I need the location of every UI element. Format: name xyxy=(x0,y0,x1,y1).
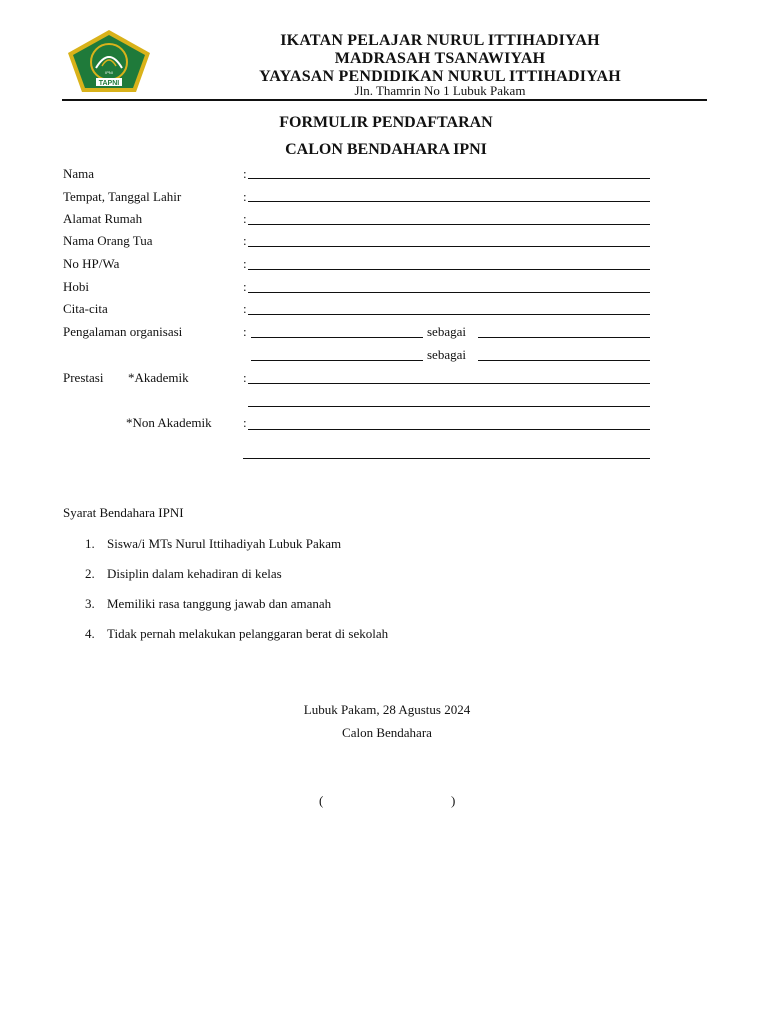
field-colon: : xyxy=(243,415,247,430)
field-line-sebagai-2 xyxy=(478,360,650,361)
field-label-pengalaman: Pengalaman organisasi xyxy=(63,324,183,339)
sebagai-label: sebagai xyxy=(427,347,466,362)
school-logo xyxy=(66,28,152,94)
header-address: Jln. Thamrin No 1 Lubuk Pakam xyxy=(354,83,526,98)
header-line-2: MADRASAH TSANAWIYAH xyxy=(334,50,546,67)
field-colon: : xyxy=(243,166,247,181)
header-divider xyxy=(62,99,707,101)
list-item-number: 2. xyxy=(85,566,95,581)
form-subtitle: CALON BENDAHARA IPNI xyxy=(285,141,487,158)
field-line-hp xyxy=(248,269,650,270)
list-item: Tidak pernah melakukan pelanggaran berat di sekolah xyxy=(107,626,389,641)
field-line-sebagai-1 xyxy=(478,337,650,338)
field-line-cita-cita xyxy=(248,314,650,315)
field-line-nama xyxy=(248,178,650,179)
signature-place-date: Lubuk Pakam, 28 Agustus 2024 xyxy=(303,702,471,717)
list-item-number: 3. xyxy=(85,596,95,611)
form-title: FORMULIR PENDAFTARAN xyxy=(279,114,493,131)
sebagai-label: sebagai xyxy=(427,324,466,339)
signature-role: Calon Bendahara xyxy=(342,725,432,740)
list-item-number: 4. xyxy=(85,626,95,641)
field-colon: : xyxy=(243,256,247,271)
field-line-non-akademik-2 xyxy=(243,458,650,459)
list-item: Siswa/i MTs Nurul Ittihadiyah Lubuk Pakam xyxy=(107,536,342,551)
signature-open-paren: ( xyxy=(319,793,324,808)
field-line-ttl xyxy=(248,201,650,202)
field-label-hobi: Hobi xyxy=(63,279,89,294)
field-colon: : xyxy=(243,233,247,248)
logo-text: TAPNI xyxy=(98,80,120,87)
requirements-title: Syarat Bendahara IPNI xyxy=(63,505,184,520)
header-line-1: IKATAN PELAJAR NURUL ITTIHADIYAH xyxy=(280,32,600,49)
field-line-non-akademik-1 xyxy=(248,429,650,430)
field-label-non-akademik: *Non Akademik xyxy=(126,415,212,430)
list-item: Disiplin dalam kehadiran di kelas xyxy=(107,566,282,581)
field-line-akademik-1 xyxy=(248,383,650,384)
field-label-alamat: Alamat Rumah xyxy=(63,211,143,226)
field-line-organisasi-1 xyxy=(251,337,423,338)
signature-close-paren: ) xyxy=(451,793,456,808)
field-colon: : xyxy=(243,279,247,294)
field-label-orang-tua: Nama Orang Tua xyxy=(63,233,153,248)
field-label-hp: No HP/Wa xyxy=(63,256,120,271)
field-colon: : xyxy=(243,211,247,226)
field-colon: : xyxy=(243,324,247,339)
field-colon: : xyxy=(243,370,247,385)
list-item: Memiliki rasa tanggung jawab dan amanah xyxy=(107,596,332,611)
field-label-prestasi: Prestasi xyxy=(63,370,104,385)
field-line-hobi xyxy=(248,292,650,293)
header-line-3: YAYASAN PENDIDIKAN NURUL ITTIHADIYAH xyxy=(259,68,621,85)
field-colon: : xyxy=(243,189,247,204)
field-line-orang-tua xyxy=(248,246,650,247)
field-label-cita-cita: Cita-cita xyxy=(63,301,108,316)
field-line-alamat xyxy=(248,224,650,225)
field-label-akademik: *Akademik xyxy=(128,370,189,385)
logo-ribbon-text: IPNI xyxy=(105,70,113,75)
field-line-akademik-2 xyxy=(248,406,650,407)
field-label-nama: Nama xyxy=(63,166,95,181)
field-colon: : xyxy=(243,301,247,316)
field-label-ttl: Tempat, Tanggal Lahir xyxy=(63,189,182,204)
list-item-number: 1. xyxy=(85,536,95,551)
field-line-organisasi-2 xyxy=(251,360,423,361)
